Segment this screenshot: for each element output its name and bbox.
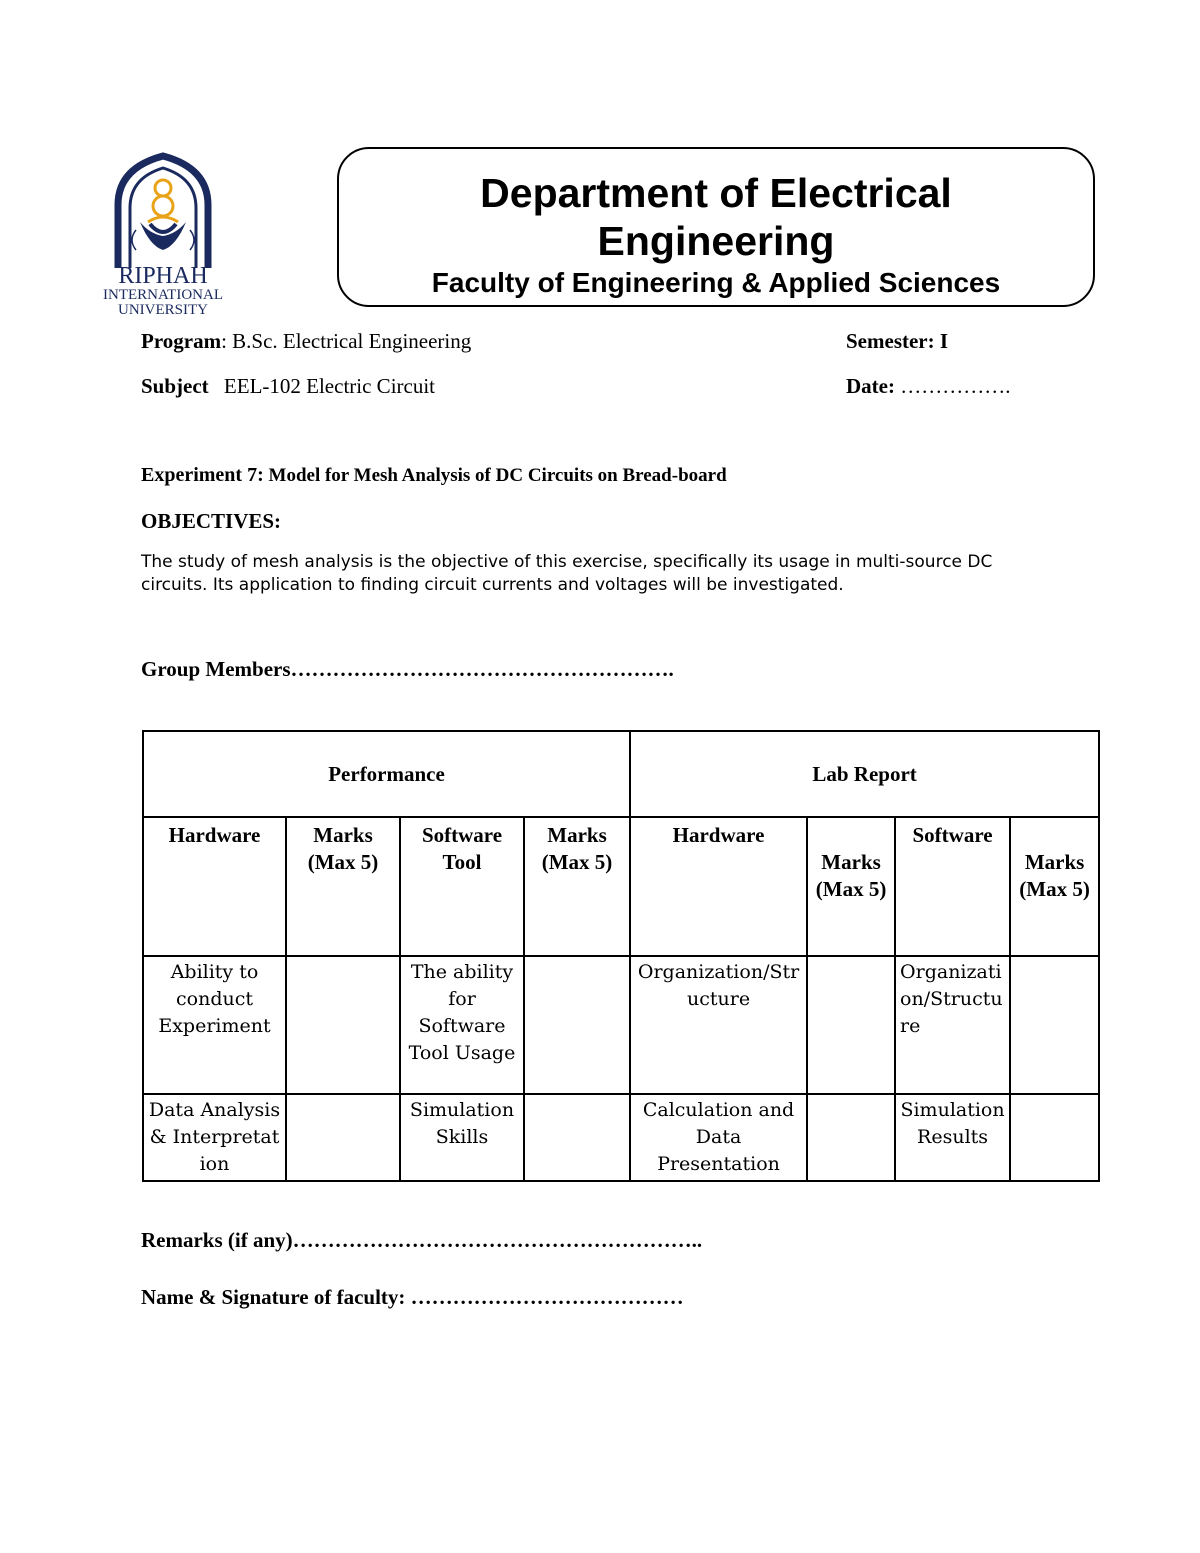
marks-cell[interactable] — [807, 956, 895, 1094]
logo-subtitle: INTERNATIONAL — [103, 287, 223, 303]
university-logo — [88, 150, 238, 320]
faculty-title: Faculty of Engineering & Applied Sciences — [431, 267, 1001, 298]
table-row — [143, 956, 1099, 1094]
marks-cell[interactable] — [286, 956, 400, 1094]
evaluation-table — [142, 730, 1100, 1182]
marks-cell[interactable] — [807, 1094, 895, 1181]
experiment-line — [141, 464, 727, 487]
subject-label: Subject — [141, 374, 209, 398]
group-members-line: Group Members………………………………………………. — [141, 657, 674, 681]
col-header: Marks (Max 5) — [807, 817, 895, 956]
objectives-heading: OBJECTIVES: — [141, 509, 282, 533]
date-label: Date: — [846, 374, 895, 398]
performance-header: Performance — [143, 731, 630, 817]
table-cell: Organization/Structure — [630, 956, 807, 1094]
program-value: : B.Sc. Electrical Engineering — [221, 329, 472, 353]
subject-value: EEL-102 Electric Circuit — [223, 374, 436, 398]
col-header: Hardware — [143, 817, 286, 956]
table-cell: Calculation and Data Presentation — [630, 1094, 807, 1181]
table-cell: Simulation Skills — [400, 1094, 524, 1181]
col-header: Software — [895, 817, 1010, 956]
col-header: Marks (Max 5) — [524, 817, 630, 956]
experiment-title: Model for Mesh Analysis of DC Circuits on Bread-board — [263, 465, 727, 486]
logo-subtitle-2: UNIVERSITY — [118, 302, 208, 318]
col-header: Hardware — [630, 817, 807, 956]
signature-line: Name & Signature of faculty: ………………………………… — [141, 1285, 684, 1309]
col-header: Software Tool — [400, 817, 524, 956]
table-cell: Data Analysis & Interpretation — [143, 1094, 286, 1181]
program-label: Program — [141, 329, 222, 353]
date-value: ……………. — [894, 374, 1011, 398]
marks-cell[interactable] — [286, 1094, 400, 1181]
remarks-line: Remarks (if any)………………………………………………….. — [141, 1228, 703, 1252]
marks-cell[interactable] — [524, 956, 630, 1094]
table-cell: Simulation Results — [895, 1094, 1010, 1181]
semester-label: Semester: I — [846, 329, 949, 353]
table-cell: The ability for Software Tool Usage — [400, 956, 524, 1094]
experiment-label: Experiment 7: — [141, 464, 264, 486]
lab-report-header: Lab Report — [630, 731, 1099, 817]
date-line — [846, 374, 1010, 399]
marks-cell[interactable] — [524, 1094, 630, 1181]
header-box — [337, 147, 1095, 307]
marks-cell[interactable] — [1010, 1094, 1099, 1181]
table-row — [143, 1094, 1099, 1181]
col-header: Marks (Max 5) — [1010, 817, 1099, 956]
table-cell: Ability to conduct Experiment — [143, 956, 286, 1094]
logo-emblem-icon — [88, 150, 238, 268]
objectives-text: The study of mesh analysis is the objective of this exercise, specifically its usage in multi-source DC circuits. Its application to finding circuit currents and voltages will be investigated. — [141, 552, 993, 595]
marks-cell[interactable] — [1010, 956, 1099, 1094]
logo-name: RIPHAH — [118, 263, 208, 289]
subject-line — [141, 374, 435, 399]
department-title: Department of Electrical Engineering — [480, 170, 952, 264]
col-header: Marks (Max 5) — [286, 817, 400, 956]
program-line — [141, 329, 471, 354]
table-cell: Organization/Structure — [895, 956, 1010, 1094]
